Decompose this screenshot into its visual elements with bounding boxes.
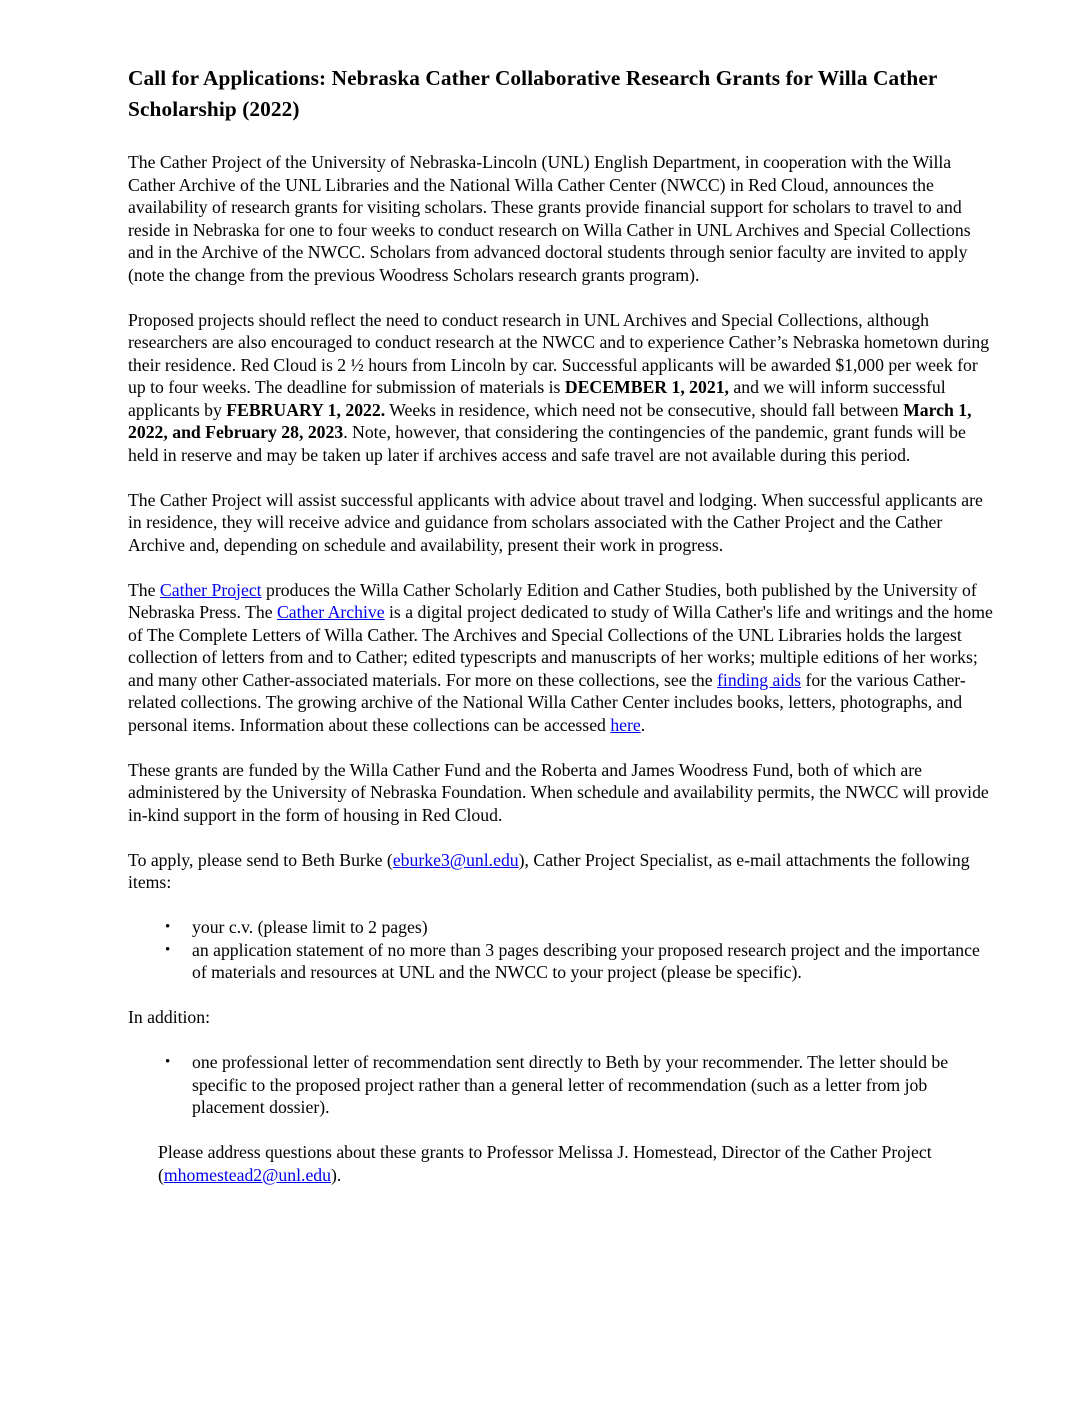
text-run: and we will inform successful applicants by [128, 377, 946, 420]
deadlines-paragraph [128, 309, 996, 467]
assistance-paragraph [128, 489, 996, 557]
text-run: The Cather Project of the University of Nebraska-Lincoln (UNL) English Department, in cooperation with the Willa Cather Archive of the UNL Libraries and the National Willa Cather Center (NWCC) in Red Cloud, announces the availability of research grants for visiting scholars. These grants provide financial support for scholars to travel to and reside in Nebraska for one to four weeks to conduct research on Willa Cather in UNL Archives and Special Collections and in the Archive of the NWCC. Scholars from advanced doctoral students through senior faculty are invited to apply (note the change from the previous Woodress Scholars research grants program). [128, 152, 971, 285]
eburke-email-link[interactable]: eburke3@unl.edu [392, 849, 519, 870]
text-run: an application statement of no more than 3 pages describing your proposed research project and the importance of materials and resources at UNL and the NWCC to your project (please be specific). [192, 939, 980, 982]
text-run: ). [330, 1164, 342, 1185]
document-title: Call for Applications: Nebraska Cather Collaborative Research Grants for Willa Cather Scholarship (2022) [128, 66, 938, 121]
bold-text: FEBRUARY 1, 2022. [226, 399, 386, 420]
intro-paragraph [128, 151, 996, 286]
bullet-icon: • [165, 941, 171, 958]
text-run: is a digital project dedicated to study of Willa Cather's life and writings and the home of The Complete Letters of Willa Cather. The Archives and Special Collections of the UNL Libraries holds the largest collection of letters from and to Cather; edited typescripts and manuscripts of her works; multiple editions of her works; and many other Cather-associated materials. For more on these collections, see the [128, 602, 993, 690]
bullet-icon: • [165, 1054, 171, 1070]
bold-text: DECEMBER 1, 2021, [564, 377, 729, 397]
cather-project-link[interactable]: Cather Project [159, 579, 262, 600]
in-addition-paragraph [128, 1006, 996, 1029]
text-run: . Note, however, that considering the contingencies of the pandemic, grant funds will be held in reserve and may be taken up later if archives access and safe travel are not available during this period. [128, 422, 966, 465]
text-run: These grants are funded by the Willa Cather Fund and the Roberta and James Woodress Fund, both of which are administered by the University of Nebraska Foundation. When schedule and availability permits, the NWCC will provide in-kind support in the form of housing in Red Cloud. [128, 759, 989, 825]
text-run: . [640, 714, 646, 735]
document-blocks [128, 151, 996, 1186]
bullet-list [128, 916, 996, 984]
questions-paragraph [158, 1141, 996, 1186]
text-run: The Cather Project will assist successful applicants with advice about travel and lodging. When successful applicants are in residence, they will receive advice and guidance from scholars associated with the Cather Project and the Cather Archive and, depending on schedule and availability, present their work in progress. [128, 489, 983, 555]
text-run: produces the Willa Cather Scholarly Edition and Cather Studies, both published by the University of Nebraska Press. The [128, 579, 977, 622]
text-run: The [128, 579, 160, 600]
text-run: Weeks in residence, which need not be consecutive, should fall between [385, 399, 904, 420]
text-run: your c.v. (please limit to 2 pages) [192, 917, 428, 937]
funding-paragraph [128, 759, 996, 827]
here-link[interactable]: here [610, 714, 641, 735]
list-item [165, 1051, 996, 1119]
text-run: one professional letter of recommendation sent directly to Beth by your recommender. The letter should be specific to the proposed project rather than a general letter of recommendation (such as a letter from job placement dossier). [192, 1052, 949, 1117]
text-run: for the various Cather-related collections. The growing archive of the National Willa Cather Center includes books, letters, photographs, and personal items. Information about these collections can be accessed [128, 669, 966, 735]
list-item [165, 916, 996, 939]
list-item-text [192, 1052, 948, 1117]
collections-paragraph [128, 579, 996, 737]
bullet-list [128, 1051, 996, 1119]
text-run: In addition: [128, 1007, 211, 1027]
text-run: ), Cather Project Specialist, as e-mail attachments the following items: [128, 849, 970, 892]
text-run: To apply, please send to Beth Burke ( [128, 849, 393, 870]
bold-text: March 1, 2022, and February 28, 2023 [128, 399, 972, 442]
bullet-icon: • [165, 919, 171, 935]
mhomestead-email-link[interactable]: mhomestead2@unl.edu [163, 1164, 331, 1185]
apply-paragraph [128, 849, 996, 894]
text-run: Proposed projects should reflect the need to conduct research in UNL Archives and Special Collections, although researchers are also encouraged to conduct research at the NWCC and to experience Cather’s Nebraska hometown during their residence. Red Cloud is 2 ½ hours from Lincoln by car. Successful applicants will be awarded $1,000 per week for up to four weeks. The deadline for submission of materials is [128, 309, 990, 397]
cather-archive-link[interactable]: Cather Archive [277, 602, 385, 622]
finding-aids-link[interactable]: finding aids [717, 669, 802, 690]
list-item-text [192, 917, 428, 937]
list-item-text [192, 940, 980, 983]
list-item [165, 939, 996, 984]
text-run: Please address questions about these grants to Professor Melissa J. Homestead, Director of the Cather Project ( [158, 1142, 932, 1185]
